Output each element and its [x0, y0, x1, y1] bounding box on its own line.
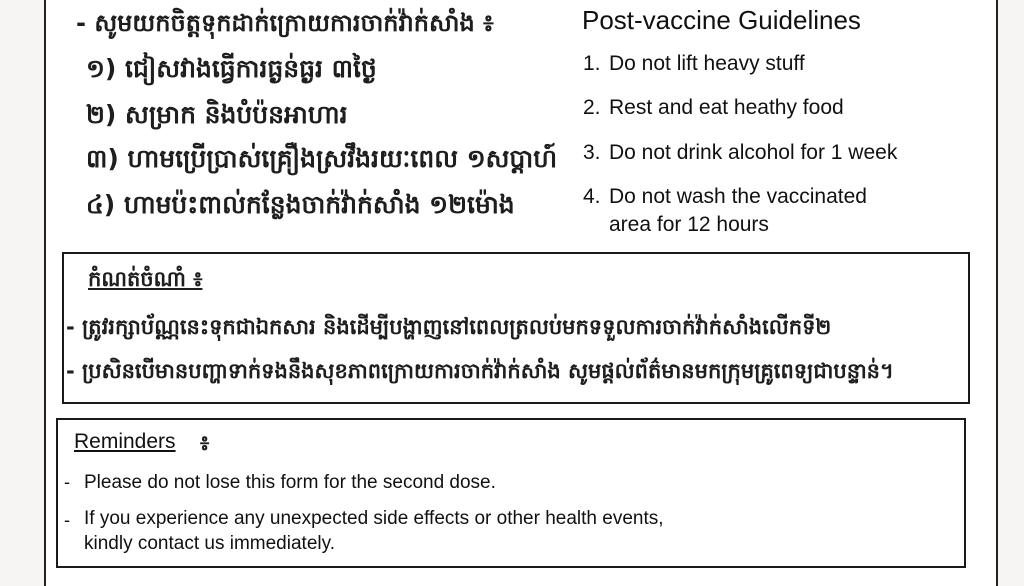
guideline-text: Do not drink alcohol for 1 week	[609, 141, 898, 164]
english-guideline-item	[583, 50, 805, 78]
khmer-guidelines-title: - សូមយកចិត្តទុកដាក់ក្រោយការចាក់វ៉ាក់សាំង ៖	[76, 9, 494, 37]
guideline-text-continuation: area for 12 hours	[609, 213, 769, 236]
reminder-line: Please do not lose this form for the second dose.	[84, 472, 496, 493]
khmer-reminders-heading: កំណត់ចំណាំ ៖	[88, 267, 203, 291]
khmer-reminder-line: - ត្រូវរក្សាប័ណ្ណនេះទុកជាឯកសារ និងដើម្បីបង្ហាញនៅពេលត្រលប់មកទទួលការចាក់វ៉ាក់សាំងលើកទី២	[66, 315, 832, 339]
reminder-bullet: -	[64, 472, 70, 492]
khmer-guideline-item: ៣) ហាមប្រើប្រាស់គ្រឿងស្រវឹងរយៈពេល ១សប្តាហ៍	[86, 144, 558, 173]
reminder-bullet: -	[64, 510, 70, 530]
guideline-number: 4.	[583, 185, 601, 208]
english-reminders-heading	[74, 430, 176, 454]
guideline-text: Do not lift heavy stuff	[609, 52, 805, 75]
khmer-guideline-item: ៤) ហាមប៉ះពាល់កន្លែងចាក់វ៉ាក់សាំង ១២ម៉ោង	[86, 190, 515, 219]
khmer-reminder-line: - ប្រសិនបើមានបញ្ហាទាក់ទងនឹងសុខភាពក្រោយការចាក់វ៉ាក់សាំង សូមផ្តល់ព័ត៌មានមកក្រុមគ្រូពេទ្យជាបន្ទាន់។	[66, 359, 894, 383]
reminder-line: If you experience any unexpected side effects or other health events,	[84, 508, 664, 529]
english-guideline-item	[583, 139, 897, 167]
reminder-line: kindly contact us immediately.	[84, 533, 335, 554]
english-guidelines-title: Post-vaccine Guidelines	[582, 5, 861, 35]
guideline-text: Rest and eat heathy food	[609, 96, 844, 119]
guideline-number: 1.	[583, 52, 601, 75]
reminders-heading-text: Reminders	[74, 430, 176, 453]
reminders-colon: ៖	[200, 431, 210, 455]
vaccine-guidelines-card	[44, 0, 998, 586]
guideline-number: 2.	[583, 96, 601, 119]
english-reminders-box	[56, 418, 966, 568]
english-guideline-item	[583, 94, 844, 122]
english-guideline-item	[583, 183, 867, 239]
guideline-number: 3.	[583, 141, 601, 164]
khmer-guideline-item: ១) ជៀសវាងធ្វើការធ្ងន់ធ្ងរ ៣ថ្ងៃ	[86, 54, 377, 83]
khmer-reminders-box	[62, 252, 970, 404]
khmer-guideline-item: ២) សម្រាក និងបំប៉នអាហារ	[86, 100, 348, 129]
guideline-text: Do not wash the vaccinated	[609, 185, 867, 208]
